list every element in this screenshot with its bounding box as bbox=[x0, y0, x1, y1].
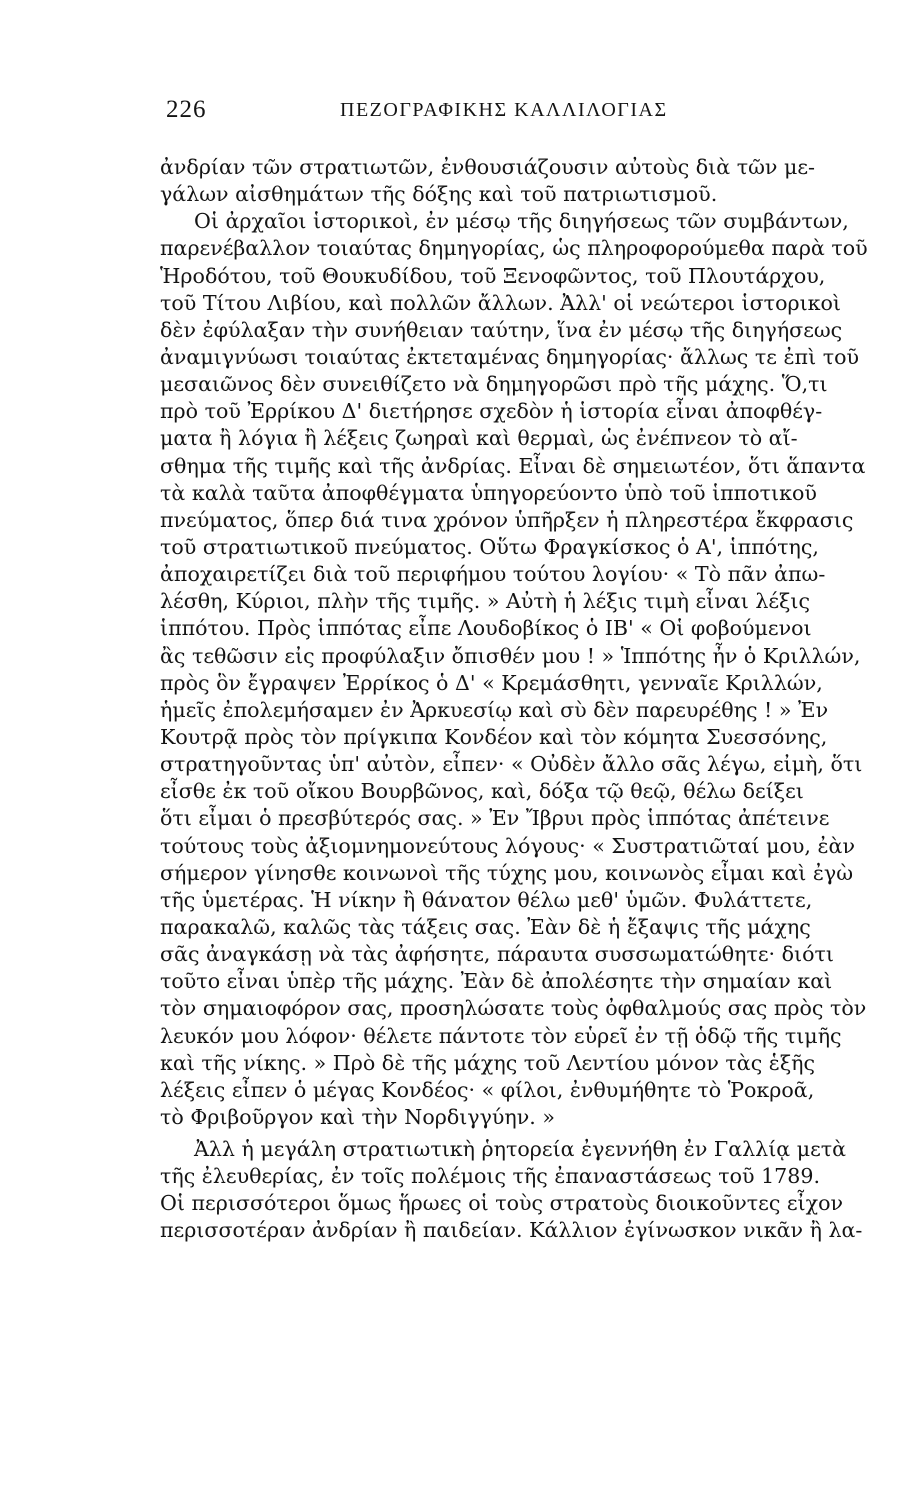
paragraph-3 bbox=[160, 1136, 863, 1245]
text-line: ἀναμιγνύωσι τοιαύτας ἐκτεταμένας δημηγορίας· ἄλλως τε ἐπὶ τοῦ bbox=[160, 344, 860, 369]
text-line: δὲν ἐφύλαξαν τὴν συνήθειαν ταύτην, ἵνα ἐν μέσῳ τῆς διηγήσεως bbox=[160, 317, 843, 342]
text-line: τὸν σημαιοφόρον σας, προσηλώσατε τοὺς ὀφθαλμούς σας πρὸς τὸν bbox=[160, 996, 867, 1021]
page-number: 226 bbox=[166, 96, 207, 123]
text-line: στρατηγοῦντας ὑπ' αὐτὸν, εἶπεν· « Οὐδὲν ἄλλο σᾶς λέγω, εἰμὴ, ὅτι bbox=[160, 752, 863, 777]
text-line: τὸ Φριβοῦργον καὶ τὴν Νορδιγγύην. » bbox=[160, 1104, 555, 1129]
text-line: παρενέβαλλον τοιαύτας δημηγορίας, ὡς πληροφορούμεθα παρὰ τοῦ bbox=[160, 236, 868, 261]
text-line: πνεύματος, ὅπερ διά τινα χρόνον ὑπῆρξεν ἡ πληρεστέρα ἔκφρασις bbox=[160, 507, 854, 532]
text-line: λέξεις εἶπεν ὁ μέγας Κονδέος· « φίλοι, ἐνθυμήθητε τὸ Ῥοκροᾶ, bbox=[160, 1077, 815, 1102]
text-line: πρὸς ὃν ἔγραψεν Ἐρρίκος ὁ Δ' « Κρεμάσθητι, γενναῖε Κριλλών, bbox=[160, 670, 823, 695]
text-line: περισσοτέραν ἀνδρίαν ἢ παιδείαν. Κάλλιον ἐγίνωσκον νικᾶν ἢ λα- bbox=[160, 1218, 863, 1243]
text-line: παρακαλῶ, καλῶς τὰς τάξεις σας. Ἐὰν δὲ ἡ ἔξαψις τῆς μάχης bbox=[160, 914, 811, 939]
text-line: τοῦτο εἶναι ὑπὲρ τῆς μάχης. Ἐὰν δὲ ἀπολέσητε τὴν σημαίαν καὶ bbox=[160, 969, 833, 994]
text-line: τούτους τοὺς ἀξιομνημονεύτους λόγους· « Συστρατιῶταί μου, ἐὰν bbox=[160, 833, 855, 858]
text-line: ὅτι εἶμαι ὁ πρεσβύτερός σας. » Ἐν Ἴβρυι πρὸς ἱππότας ἀπέτεινε bbox=[160, 806, 830, 831]
text-line: τοῦ στρατιωτικοῦ πνεύματος. Οὕτω Φραγκίσκος ὁ Α', ἱππότης, bbox=[160, 534, 819, 559]
text-line: πρὸ τοῦ Ἐρρίκου Δ' διετήρησε σχεδὸν ἡ ἱστορία εἶναι ἀποφθέγ- bbox=[160, 399, 823, 424]
paragraph-1 bbox=[160, 154, 850, 208]
text-line: τὰ καλὰ ταῦτα ἀποφθέγματα ὑπηγορεύοντο ὑπὸ τοῦ ἱπποτικοῦ bbox=[160, 480, 817, 505]
text-line: Οἱ ἀρχαῖοι ἱστορικοὶ, ἐν μέσῳ τῆς διηγήσεως τῶν συμβάντων, bbox=[194, 209, 849, 234]
running-title: ΠΕΖΟΓΡΑΦΙΚΗΣ ΚΑΛΛΙΛΟΓΙΑΣ bbox=[340, 99, 668, 121]
text-line: ἀνδρίαν τῶν στρατιωτῶν, ἐνθουσιάζουσιν αὐτοὺς διὰ τῶν με- bbox=[160, 155, 815, 179]
text-line: Ἡροδότου, τοῦ Θουκυδίδου, τοῦ Ξενοφῶντος, τοῦ Πλουτάρχου, bbox=[160, 263, 826, 288]
paragraph-2 bbox=[160, 208, 868, 1131]
text-line: ἱππότου. Πρὸς ἱππότας εἶπε Λουδοβίκος ὁ ΙΒ' « Οἱ φοβούμενοι bbox=[160, 616, 812, 641]
text-line: ματα ἢ λόγια ἢ λέξεις ζωηραὶ καὶ θερμαὶ, ὡς ἐνέπνεον τὸ αἴ- bbox=[160, 426, 798, 451]
text-line: ἂς τεθῶσιν εἰς προφύλαξιν ὄπισθέν μου ! » Ἱππότης ἦν ὁ Κριλλών, bbox=[160, 643, 861, 668]
text-line: λευκόν μου λόφον· θέλετε πάντοτε τὸν εὑρεῖ ἐν τῇ ὁδῷ τῆς τιμῆς bbox=[160, 1023, 842, 1048]
page-header bbox=[0, 96, 918, 140]
text-line: ἡμεῖς ἐπολεμήσαμεν ἐν Ἀρκυεσίῳ καὶ σὺ δὲν παρευρέθης ! » Ἐν bbox=[160, 697, 829, 722]
text-line: τοῦ Τίτου Λιβίου, καὶ πολλῶν ἄλλων. Ἀλλ' οἱ νεώτεροι ἱστορικοὶ bbox=[160, 290, 841, 315]
text-line: σήμερον γίνησθε κοινωνοὶ τῆς τύχης μου, κοινωνὸς εἶμαι καὶ ἐγὼ bbox=[160, 860, 853, 885]
text-line: γάλων αἰσθημάτων τῆς δόξης καὶ τοῦ πατριωτισμοῦ. bbox=[160, 182, 718, 207]
text-line: Οἱ περισσότεροι ὅμως ἥρωες οἱ τοὺς στρατοὺς διοικοῦντες εἶχον bbox=[160, 1191, 844, 1216]
text-line: τῆς ἐλευθερίας, ἐν τοῖς πολέμοις τῆς ἐπαναστάσεως τοῦ 1789. bbox=[160, 1164, 821, 1189]
text-line: μεσαιῶνος δὲν συνειθίζετο νὰ δημηγορῶσι πρὸ τῆς μάχης. Ὅ,τι bbox=[160, 372, 828, 397]
text-line: καὶ τῆς νίκης. » Πρὸ δὲ τῆς μάχης τοῦ Λεντίου μόνον τὰς ἑξῆς bbox=[160, 1050, 816, 1075]
text-line: εἶσθε ἐκ τοῦ οἴκου Βουρβῶνος, καὶ, δόξα τῷ θεῷ, θέλω δείξει bbox=[160, 779, 804, 804]
text-line: σᾶς ἀναγκάσῃ νὰ τὰς ἀφήσητε, πάραυτα συσσωματώθητε· διότι bbox=[160, 942, 834, 967]
text-line: σθημα τῆς τιμῆς καὶ τῆς ἀνδρίας. Εἶναι δὲ σημειωτέον, ὅτι ἅπαντα bbox=[160, 453, 866, 478]
text-line: λέσθη, Κύριοι, πλὴν τῆς τιμῆς. » Αὐτὴ ἡ λέξις τιμὴ εἶναι λέξις bbox=[160, 589, 810, 614]
text-line: ἀποχαιρετίζει διὰ τοῦ περιφήμου τούτου λογίου· « Τὸ πᾶν ἀπω- bbox=[160, 562, 826, 587]
text-line: τῆς ὑμετέρας. Ἡ νίκην ἢ θάνατον θέλω μεθ' ὑμῶν. Φυλάττετε, bbox=[160, 887, 813, 912]
text-line: Κουτρᾷ πρὸς τὸν πρίγκιπα Κονδέον καὶ τὸν κόμητα Συεσσόνης, bbox=[160, 724, 828, 749]
body-text bbox=[160, 154, 868, 1245]
text-line: Ἀλλ ἡ μεγάλη στρατιωτικὴ ῥητορεία ἐγεννήθη ἐν Γαλλίᾳ μετὰ bbox=[194, 1137, 847, 1162]
